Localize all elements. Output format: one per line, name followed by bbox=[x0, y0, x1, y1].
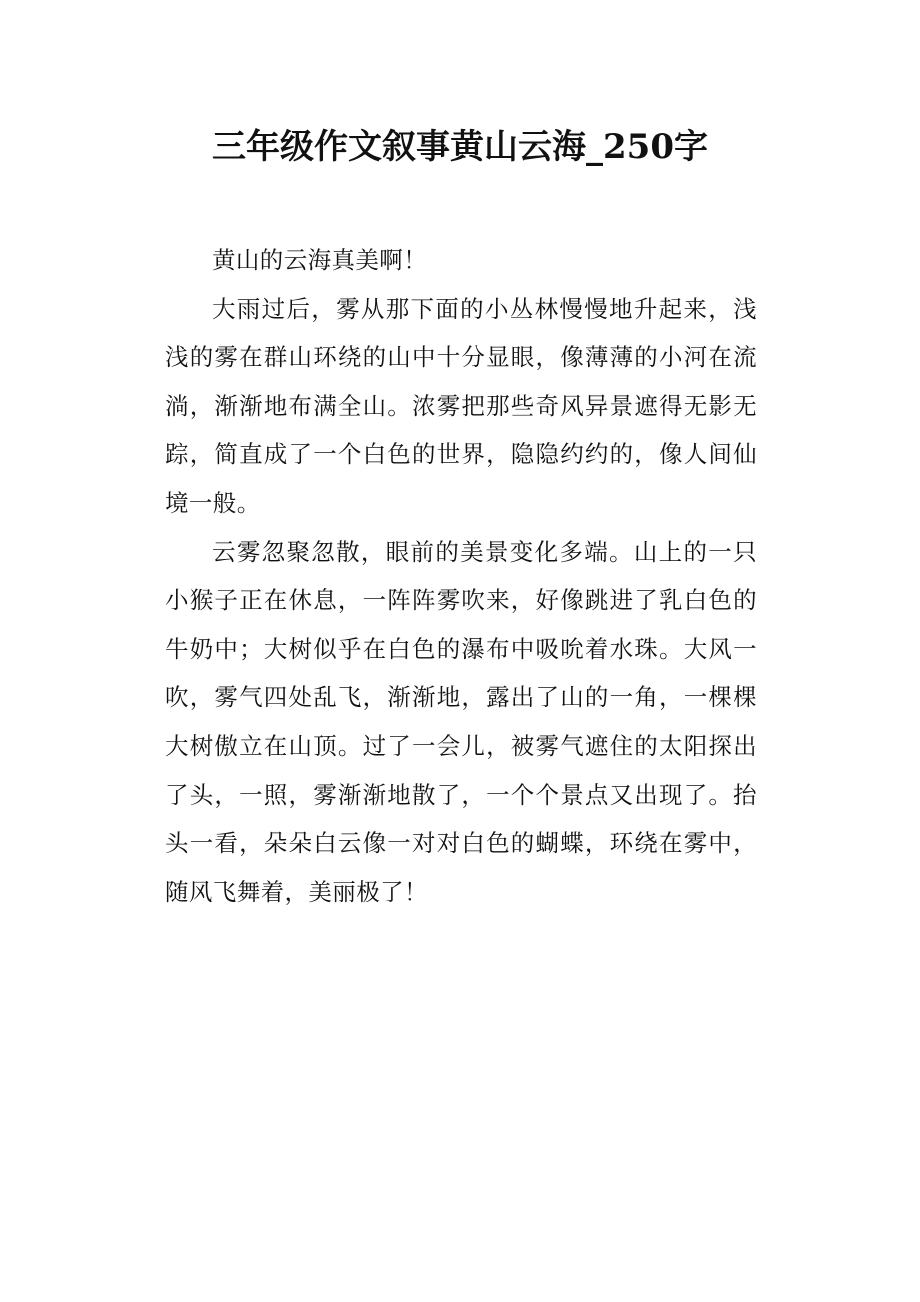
paragraph-1: 黄山的云海真美啊！ bbox=[212, 246, 428, 274]
document-body bbox=[165, 236, 757, 916]
document-title: 三年级作文叙事黄山云海_250字 bbox=[212, 127, 708, 167]
paragraph-3: 云雾忽聚忽散，眼前的美景变化多端。山上的一只小猴子正在休息，一阵阵雾吹来，好像跳进了乳白色的牛奶中；大树似乎在白色的瀑布中吸吮着水珠。大风一吹，雾气四处乱飞，渐渐地，露出了山的一角，一棵棵大树傲立在山顶。过了一会儿，被雾气遮住的太阳探出了头，一照，雾渐渐地散了，一个个景点又出现了。抬头一看，朵朵白云像一对对白色的蝴蝶，环绕在雾中，随风飞舞着，美丽极了！ bbox=[165, 537, 757, 906]
paragraph-2: 大雨过后，雾从那下面的小丛林慢慢地升起来，浅浅的雾在群山环绕的山中十分显眼，像薄薄的小河在流淌，渐渐地布满全山。浓雾把那些奇风异景遮得无影无踪，简直成了一个白色的世界，隐隐约约的，像人间仙境一般。 bbox=[165, 294, 757, 517]
